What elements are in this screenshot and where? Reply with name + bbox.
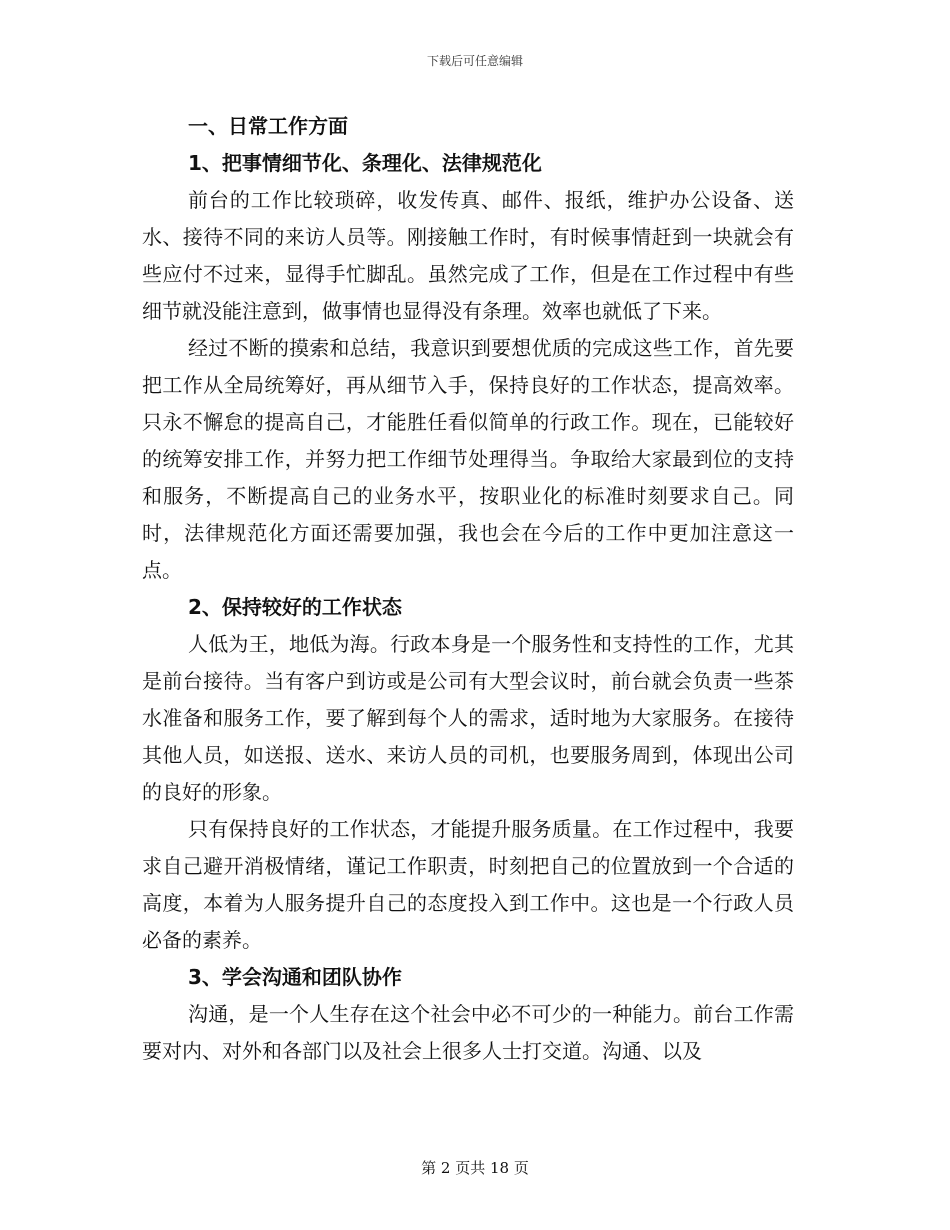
paragraph-5: 沟通，是一个人生存在这个社会中必不可少的一种能力。前台工作需要对内、对外和各部门以及社会上很多人士打交道。沟通、以及 bbox=[142, 1002, 794, 1063]
subheading-3: 3、学会沟通和团队协作 bbox=[188, 965, 402, 989]
subheading-2: 2、保持较好的工作状态 bbox=[188, 595, 402, 619]
document-body bbox=[142, 108, 794, 1070]
page-footer: 第 2 页共 18 页 bbox=[421, 1159, 529, 1177]
page-header: 下载后可任意编辑 bbox=[426, 54, 523, 68]
section-heading: 一、日常工作方面 bbox=[188, 114, 348, 138]
paragraph-4: 只有保持良好的工作状态，才能提升服务质量。在工作过程中，我要求自己避开消极情绪，谨记工作职责，时刻把自己的位置放到一个合适的高度，本着为人服务提升自己的态度投入到工作中。这也是一个行政人员必备的素养。 bbox=[142, 817, 794, 952]
paragraph-1: 前台的工作比较琐碎，收发传真、邮件、报纸，维护办公设备、送水、接待不同的来访人员等。刚接触工作时，有时候事情赶到一块就会有些应付不过来，显得手忙脚乱。虽然完成了工作，但是在工作过程中有些细节就没能注意到，做事情也显得没有条理。效率也就低了下来。 bbox=[142, 188, 794, 323]
subheading-1: 1、把事情细节化、条理化、法律规范化 bbox=[188, 151, 542, 175]
paragraph-2: 经过不断的摸索和总结，我意识到要想优质的完成这些工作，首先要把工作从全局统筹好，再从细节入手，保持良好的工作状态，提高效率。只永不懈怠的提高自己，才能胜任看似简单的行政工作。现在，已能较好的统筹安排工作，并努力把工作细节处理得当。争取给大家最到位的支持和服务，不断提高自己的业务水平，按职业化的标准时刻要求自己。同时，法律规范化方面还需要加强，我也会在今后的工作中更加注意这一点。 bbox=[142, 336, 794, 582]
paragraph-3: 人低为王，地低为海。行政本身是一个服务性和支持性的工作，尤其是前台接待。当有客户到访或是公司有大型会议时，前台就会负责一些茶水准备和服务工作，要了解到每个人的需求，适时地为大家服务。在接待其他人员，如送报、送水、来访人员的司机，也要服务周到，体现出公司的良好的形象。 bbox=[142, 632, 794, 804]
